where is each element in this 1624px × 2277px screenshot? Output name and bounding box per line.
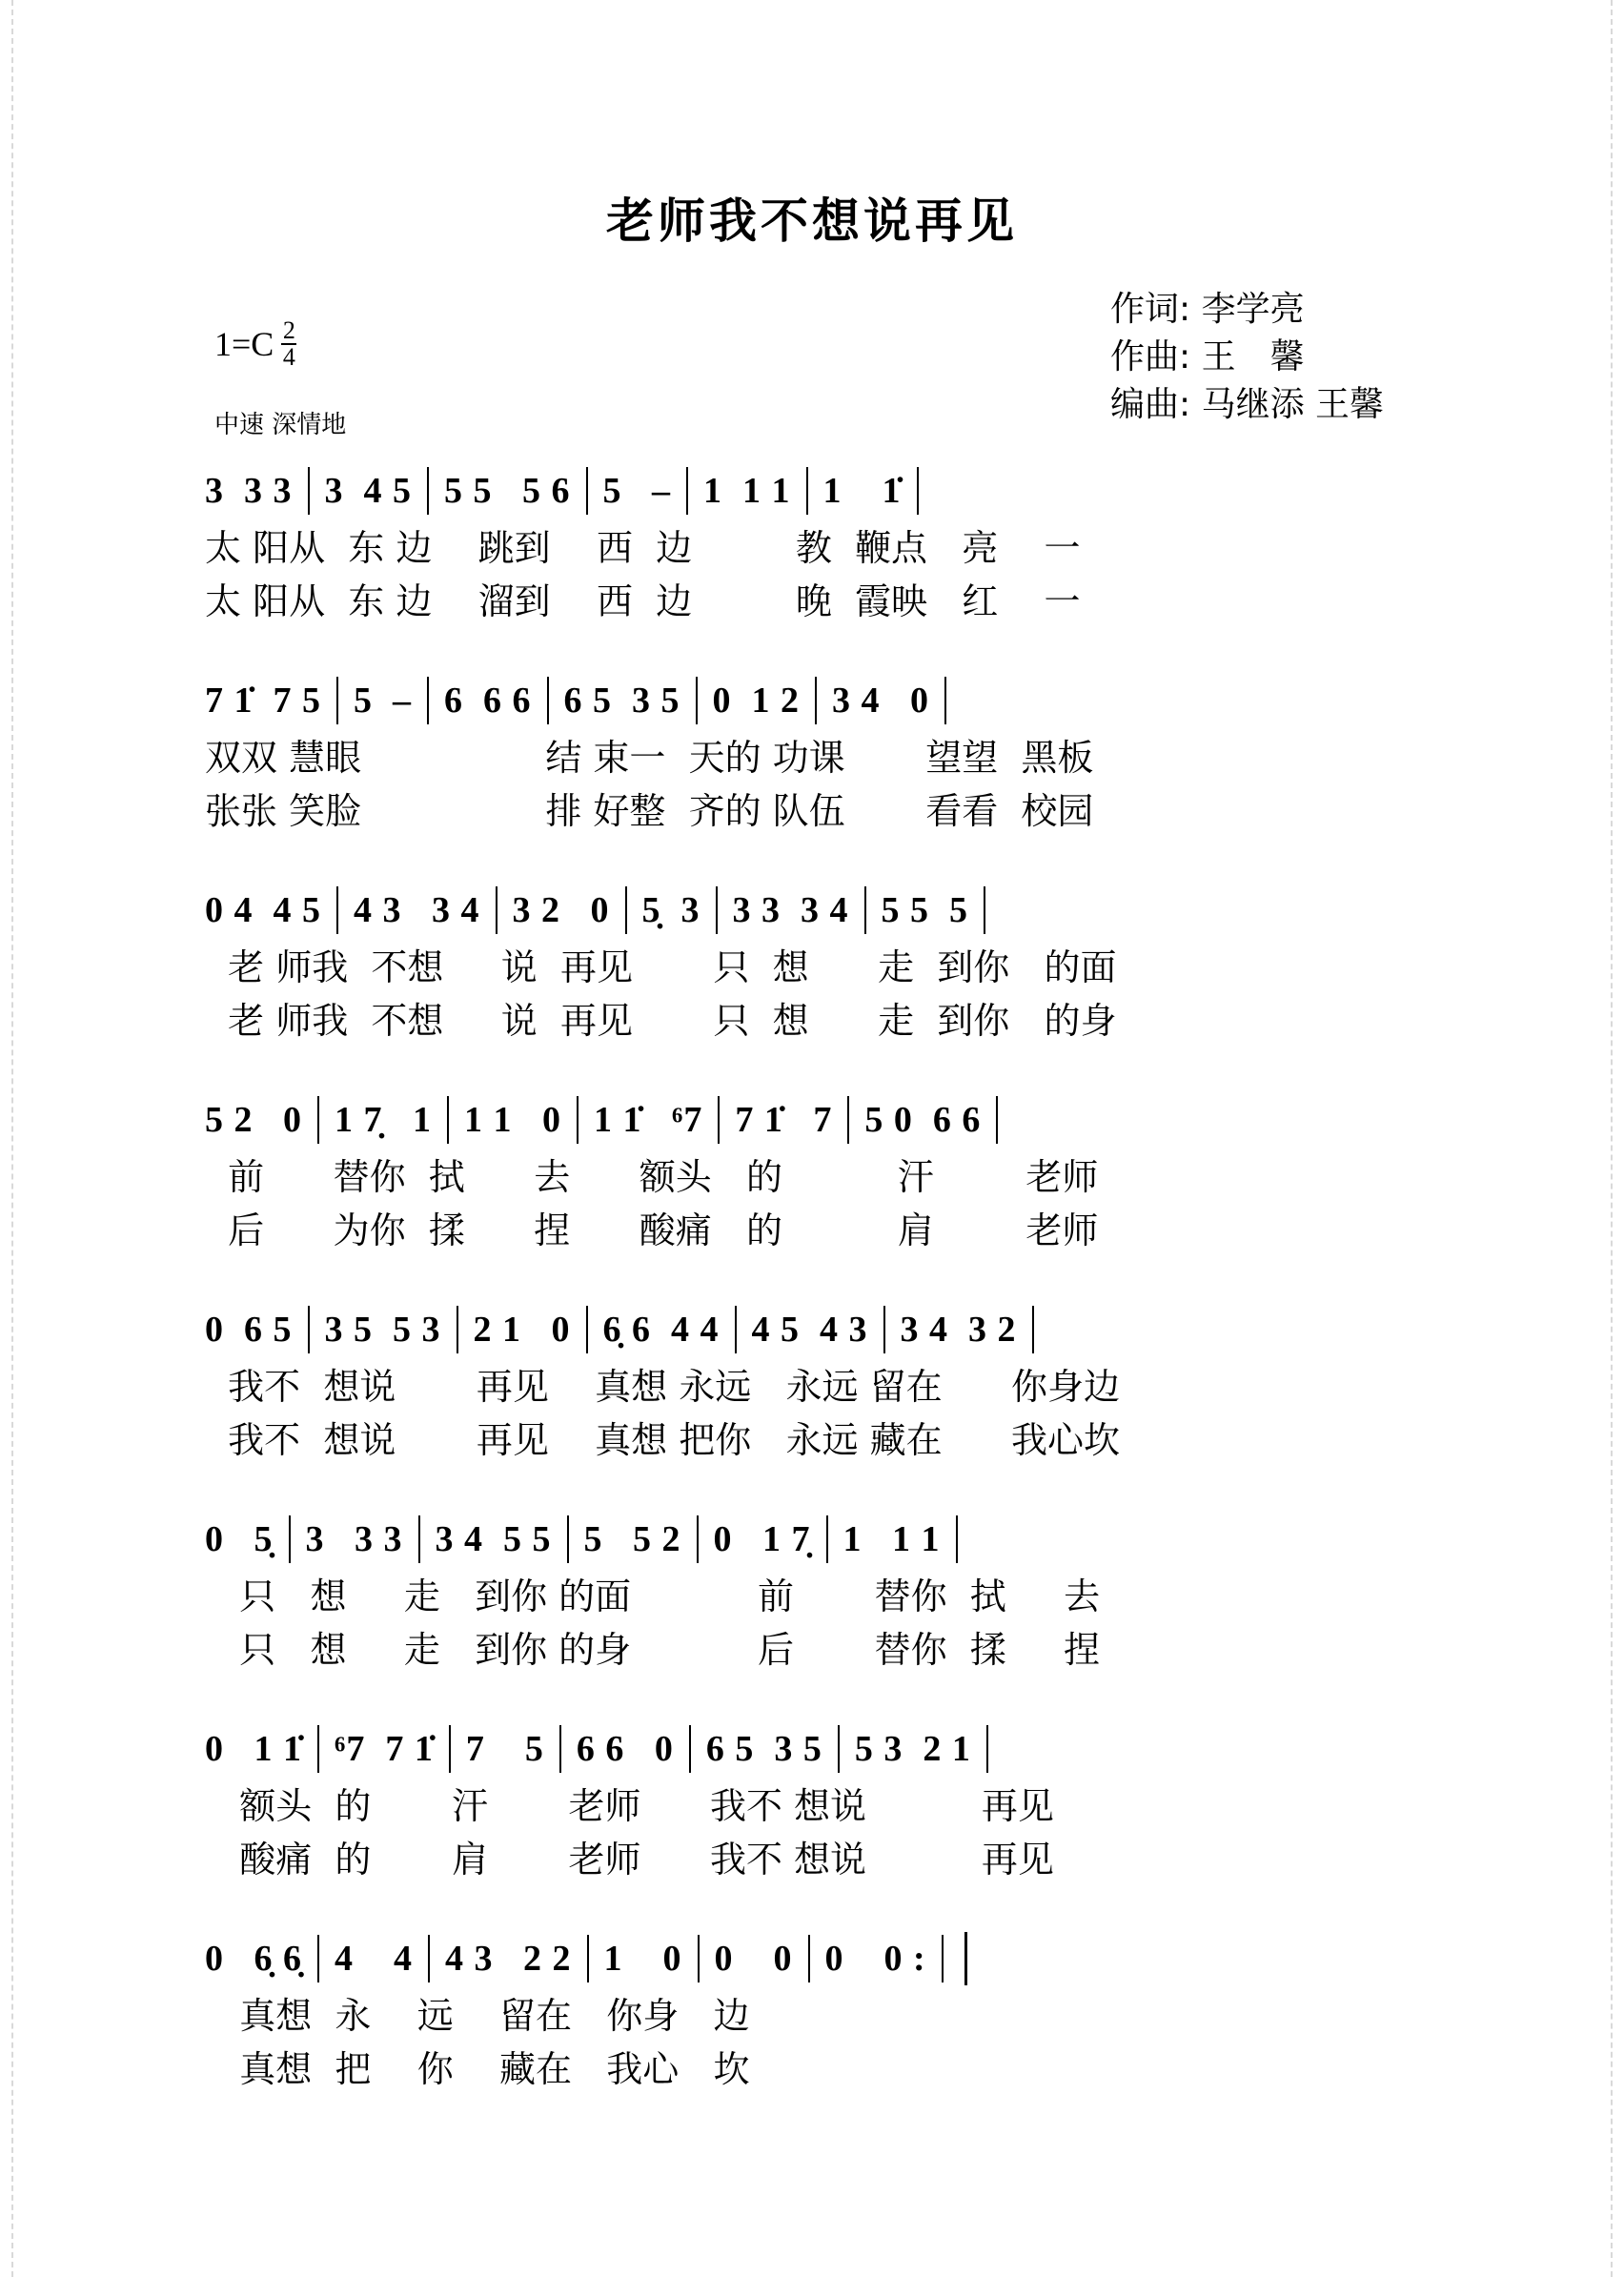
measure: 3 3 3 4 <box>732 890 849 930</box>
measure: 0 1 2 <box>712 681 800 721</box>
time-top: 2 <box>282 316 295 344</box>
barline <box>447 1096 449 1144</box>
notation-row <box>205 672 1434 729</box>
lyric-line-1: 只 想 走 到你 的面 前 替你 拭 去 <box>205 1575 1101 1617</box>
barline <box>883 1306 885 1353</box>
barline <box>428 1935 430 1982</box>
measure: 3 4 5 <box>324 471 412 511</box>
measure: 5̣ 3 <box>641 890 700 930</box>
lyric-line-2: 只 想 走 到你 的身 后 替你 揉 捏 <box>205 1628 1101 1671</box>
lyric-line-1: 额头 的 汗 老师 我不 想说 再见 <box>205 1784 1054 1827</box>
final-barline <box>964 1932 967 1985</box>
barline <box>689 1725 691 1773</box>
measure: 1 1 1 <box>842 1519 941 1559</box>
barline <box>625 886 627 934</box>
credits <box>1110 286 1384 429</box>
barline <box>956 1515 958 1563</box>
measure: 1 1̇ ⁶7 <box>594 1100 703 1140</box>
measure: 6̣ 6 4 4 <box>602 1310 720 1350</box>
measure: 0 0 <box>714 1939 793 1979</box>
lyric-line-1: 我不 想说 再见 真想 永远 永远 留在 你身边 <box>205 1365 1121 1408</box>
barline <box>838 1725 840 1773</box>
barline <box>716 886 718 934</box>
notation-row <box>205 1091 1434 1149</box>
measure: 6 6 0 <box>576 1729 674 1769</box>
composer-credit: 作曲: 王 馨 <box>1110 337 1305 376</box>
barline <box>984 886 985 934</box>
measure: 1 0 <box>603 1939 682 1979</box>
measure: 1 1 0 <box>464 1100 561 1140</box>
barline <box>847 1096 849 1144</box>
lyricist-credit: 作词: 李学亮 <box>1110 290 1305 329</box>
barline <box>1032 1306 1034 1353</box>
song-title: 老师我不想说再见 <box>606 193 1018 249</box>
measure: 3 2 0 <box>512 890 610 930</box>
measure: 0 6̣ 6̣ <box>205 1939 302 1979</box>
barline <box>587 1935 589 1982</box>
barline <box>718 1096 720 1144</box>
measure: 5 – <box>354 681 412 721</box>
lyric-line-2: 老 师我 不想 说 再见 只 想 走 到你 的身 <box>205 999 1117 1042</box>
barline <box>697 1515 699 1563</box>
measure: 5 5 5 <box>881 890 968 930</box>
barline <box>986 1725 988 1773</box>
measure: 3 3 3 <box>205 471 293 511</box>
measure: 7 5 <box>465 1729 544 1769</box>
lyric-line-1: 真想 永 远 留在 你身 边 <box>205 1994 750 2037</box>
barline <box>449 1725 451 1773</box>
measure: 7 1̇ 7 5 <box>205 681 321 721</box>
key-signature <box>214 318 296 370</box>
key-label: 1=C <box>214 325 274 363</box>
barline <box>336 677 338 724</box>
barline <box>317 1935 319 1982</box>
measure: 5 3 2 1 <box>854 1729 971 1769</box>
barline <box>317 1096 319 1144</box>
measure: 1 7̣ 1 <box>335 1100 432 1140</box>
barline <box>418 1515 420 1563</box>
measure: 0 6 5 <box>205 1310 293 1350</box>
measure: 6 5 3 5 <box>705 1729 822 1769</box>
measure: 3 4 3 2 <box>900 1310 1017 1350</box>
lyric-line-1: 老 师我 不想 说 再见 只 想 走 到你 的面 <box>205 945 1117 988</box>
barline <box>547 677 549 724</box>
measure: 6 5 3 5 <box>563 681 680 721</box>
notation-row <box>205 1720 1434 1778</box>
lyric-line-2: 张张 笑脸 排 好整 齐的 队伍 看看 校园 <box>205 789 1094 832</box>
barline <box>996 1096 998 1144</box>
measure: 4 3 3 4 <box>354 890 480 930</box>
lyric-line-2: 我不 想说 再见 真想 把你 永远 藏在 我心坎 <box>205 1418 1121 1461</box>
barline <box>289 1515 291 1563</box>
barline <box>917 467 919 515</box>
lyric-line-2: 酸痛 的 肩 老师 我不 想说 再见 <box>205 1838 1054 1881</box>
barline <box>317 1725 319 1773</box>
measure: 0 1 1̇ <box>205 1729 302 1769</box>
measure: 2 1 0 <box>473 1310 571 1350</box>
notation-row <box>205 462 1434 519</box>
tempo-marking: 中速 深情地 <box>214 411 347 439</box>
lyric-line-1: 太 阳从 东 边 跳到 西 边 教 鞭点 亮 一 <box>205 526 1081 569</box>
measure: 5 5 5 6 <box>444 471 571 511</box>
lyric-line-2: 太 阳从 东 边 溜到 西 边 晚 霞映 红 一 <box>205 579 1081 622</box>
barline <box>336 886 338 934</box>
lyric-line-2: 后 为你 揉 捏 酸痛 的 肩 老师 <box>205 1209 1099 1251</box>
barline <box>567 1515 569 1563</box>
barline <box>308 1306 310 1353</box>
barline <box>586 467 588 515</box>
barline <box>586 1306 588 1353</box>
barline <box>559 1725 561 1773</box>
barline <box>944 677 946 724</box>
measure: 3 4 5 5 <box>435 1519 552 1559</box>
barline <box>942 1935 944 1982</box>
barline <box>808 1935 810 1982</box>
measure: 4 3 2 2 <box>445 1939 572 1979</box>
arranger-credit: 编曲: 马继添 王馨 <box>1110 385 1385 424</box>
notation-row <box>205 1301 1434 1358</box>
barline <box>698 1935 700 1982</box>
notation-row <box>205 1930 1434 1987</box>
barline <box>696 677 698 724</box>
measure: 7 1̇ 7 <box>735 1100 833 1140</box>
barline <box>815 677 817 724</box>
barline <box>864 886 866 934</box>
barline <box>577 1096 579 1144</box>
measure: 0 4 4 5 <box>205 890 321 930</box>
time-signature <box>281 318 296 370</box>
measure: 1 1 1 <box>703 471 791 511</box>
time-bottom: 4 <box>282 343 295 371</box>
measure: 3 5 5 3 <box>324 1310 441 1350</box>
barline <box>427 467 429 515</box>
measure: 0 1 7̣ <box>713 1519 811 1559</box>
notation-row <box>205 1511 1434 1568</box>
measure: 3 3 3 <box>305 1519 403 1559</box>
measure: 3 4 0 <box>832 681 929 721</box>
measure: 4 5 4 3 <box>751 1310 868 1350</box>
barline <box>427 677 429 724</box>
barline <box>806 467 808 515</box>
page-edge-right <box>1611 0 1613 2277</box>
barline <box>686 467 688 515</box>
measure: 0 5̣ <box>205 1519 274 1559</box>
barline <box>826 1515 828 1563</box>
measure: ⁶7 7 1̇ <box>335 1729 434 1769</box>
lyric-line-2: 真想 把 你 藏在 我心 坎 <box>205 2047 750 2090</box>
measure: 5 0 6 6 <box>864 1100 982 1140</box>
barline <box>735 1306 737 1353</box>
measure: 5 5 2 <box>583 1519 681 1559</box>
lyric-line-1: 前 替你 拭 去 额头 的 汗 老师 <box>205 1155 1099 1198</box>
measure: 1 1̇ <box>822 471 902 511</box>
measure: 5 2 0 <box>205 1100 302 1140</box>
measure: 6 6 6 <box>444 681 532 721</box>
measure: 4 4 <box>335 1939 413 1979</box>
notation-row <box>205 882 1434 939</box>
barline <box>308 467 310 515</box>
measure: 0 0 : <box>824 1939 926 1979</box>
barline <box>496 886 497 934</box>
page-edge-left <box>11 0 13 2277</box>
measure: 5 – <box>602 471 671 511</box>
barline <box>457 1306 458 1353</box>
lyric-line-1: 双双 慧眼 结 束一 天的 功课 望望 黑板 <box>205 736 1094 779</box>
